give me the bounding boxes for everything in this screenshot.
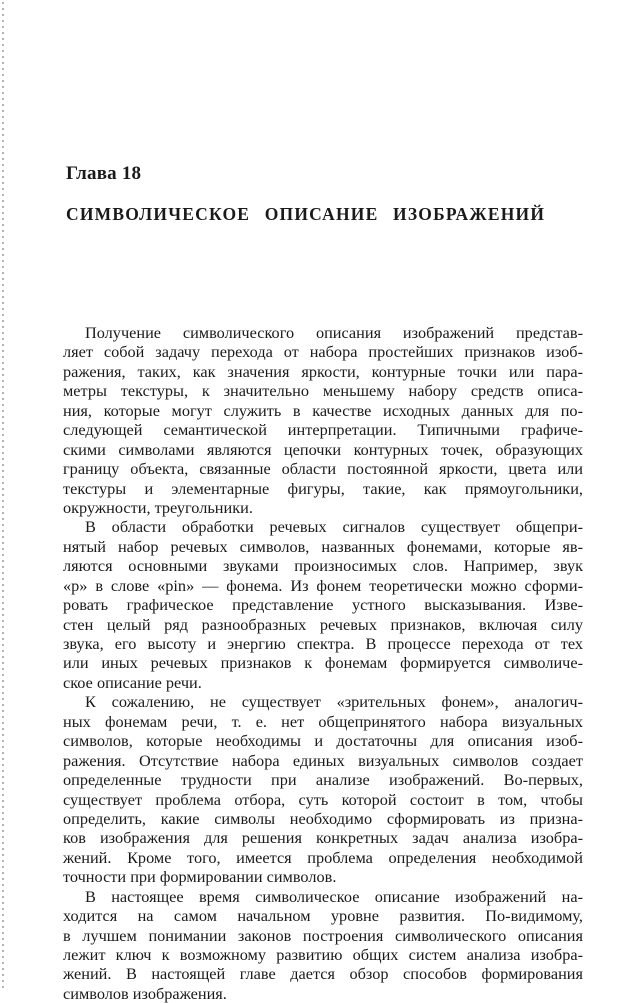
text-line: ляет собой задачу перехода от набора простейших признаков изоб- <box>63 342 583 362</box>
text-line: следующей семантической интерпретации. Типичными графиче- <box>63 420 583 440</box>
paragraph <box>63 323 583 517</box>
text-line: ляются основными звуками произносимых слов. Например, звук <box>63 556 583 576</box>
text-line: ных фонемам речи, т. е. нет общепринятого набора визуальных <box>63 711 583 731</box>
text-line: границу объекта, связанные области постоянной яркости, цвета или <box>63 459 583 479</box>
paragraph <box>63 887 583 1003</box>
text-line: определить, какие символы необходимо сформировать из призна- <box>63 808 583 828</box>
text-line: ходится на самом начальном уровне развития. По-видимому, <box>63 906 583 926</box>
text-line: звука, его высоту и энергию спектра. В процессе перехода от тех <box>63 634 583 653</box>
text-line: жений. Кроме того, имеется проблема определения необходимой <box>63 847 583 867</box>
text-line: стен целый ряд разнообразных речевых признаков, включая силу <box>63 614 583 634</box>
text-line: окружности, треугольники. <box>63 497 253 517</box>
text-line: жений. В настоящей главе дается обзор способов формирования <box>63 964 583 984</box>
text-line: определенные трудности при анализе изображений. Во-первых, <box>63 770 583 790</box>
chapter-number: Глава 18 <box>66 163 142 184</box>
text-line: «p» в слове «pin» — фонема. Из фонем теоретически можно сформи- <box>63 575 583 595</box>
text-line: символов изображения. <box>63 983 227 1003</box>
text-line: метры текстуры, к значительно меньшему набору средств описа- <box>63 381 583 401</box>
text-line: нятый набор речевых символов, названных фонемами, которые яв- <box>63 536 583 556</box>
text-line: ражения, таких, как значения яркости, контурные точки или пара- <box>63 361 583 381</box>
text-line: текстуры и элементарные фигуры, такие, как прямоугольники, <box>63 478 583 498</box>
text-line: ков изображения для решения конкретных задач анализа изобра- <box>63 828 583 848</box>
text-line: скими символами являются цепочки контурных точек, образующих <box>63 439 583 459</box>
text-line: существует проблема отбора, суть которой состоит в том, чтобы <box>63 789 583 809</box>
text-line: символов, которые необходимы и достаточны для описания изоб- <box>63 731 583 751</box>
text-line: ское описание речи. <box>63 672 202 692</box>
text-line: ражения. Отсутствие набора единых визуальных символов создает <box>63 750 583 770</box>
text-line: в лучшем понимании законов построения символического описания <box>63 925 583 945</box>
text-line: ровать графическое представление устного высказывания. Изве- <box>63 595 583 615</box>
body-text <box>63 323 583 1003</box>
paragraph <box>63 692 583 886</box>
text-line: лежит ключ к возможному развитию общих систем анализа изобра- <box>63 945 583 964</box>
chapter-title: СИМВОЛИЧЕСКОЕ ОПИСАНИЕ ИЗОБРАЖЕНИЙ <box>66 204 546 224</box>
paragraph <box>63 517 583 692</box>
text-line: К сожалению, не существует «зрительных фонем», аналогич- <box>85 692 583 712</box>
text-line: ния, которые могут служить в качестве исходных данных для по- <box>63 400 583 420</box>
page-edge-dots <box>2 0 4 990</box>
text-line: Получение символического описания изображений представ- <box>85 323 583 342</box>
text-line: точности при формировании символов. <box>63 867 337 887</box>
text-line: или иных речевых признаков к фонемам формируется символиче- <box>63 653 583 673</box>
text-line: В настоящее время символическое описание изображений на- <box>85 886 583 906</box>
text-line: В области обработки речевых сигналов существует общепри- <box>85 517 583 537</box>
